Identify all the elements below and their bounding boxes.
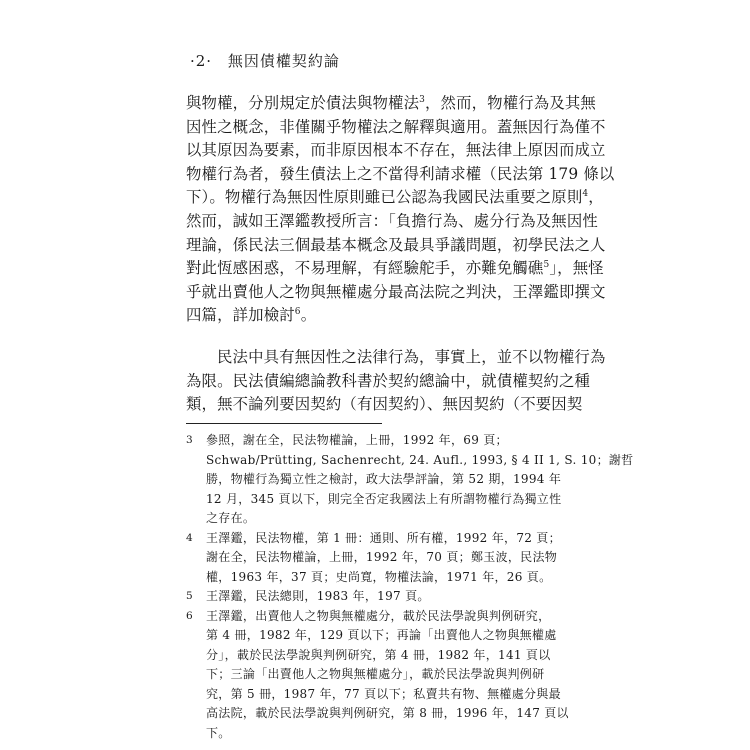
footnote-line: 參照，謝在全，民法物權論，上冊，1992 年，69 頁； (206, 433, 508, 447)
text-line: 物權行為者，發生債法上之不當得利請求權（民法第 179 條以 (186, 164, 615, 183)
footnote-ref[interactable]: 3 (419, 95, 426, 105)
text-line: 對此恆感困惑，不易理解，有經驗舵手，亦難免觸礁$^5$」，無怪 (186, 259, 604, 278)
footnote-number: 3 (186, 434, 193, 446)
footnote-line: 分」，載於民法學說與判例研究，第 4 冊，1982 年，141 頁以 (206, 647, 551, 662)
footnotes (186, 431, 634, 743)
footnote-line: 12 月，345 頁以下，則完全否定我國法上有所謂物權行為獨立性 (206, 491, 562, 506)
footnote-line: 高法院，載於民法學說與判例研究，第 8 冊，1996 年，147 頁以 (206, 706, 569, 720)
text-line: 理論，係民法三個最基本概念及最具爭議問題，初學民法之人 (186, 235, 606, 254)
text-line: 為限。民法債編總論教科書於契約總論中，就債權契約之種 (186, 371, 591, 390)
paragraph-2 (186, 346, 606, 417)
footnote-line: 權，1963 年，37 頁；史尚寬，物權法論，1971 年，26 頁。 (206, 569, 552, 584)
text-line: 乎就出賣他人之物與無權處分最高法院之判決，王澤鑑即撰文 (186, 282, 606, 301)
footnote-line: 王澤鑑，出賣他人之物與無權處分，載於民法學說與判例研究， (206, 608, 551, 623)
text-line: 民法中具有無因性之法律行為，事實上，並不以物權行為 (217, 347, 606, 366)
text-line: 下）。物權行為無因性原則雖已公認為我國民法重要之原則$^4$， (186, 188, 604, 207)
text-line: 四篇，詳加檢討$^6$。 (186, 306, 317, 325)
footnote-line: 之存在。 (206, 511, 256, 525)
footnote-5 (186, 587, 570, 607)
main-text (186, 92, 615, 417)
running-title: 無因債權契約論 (227, 52, 340, 70)
page-number: ·2· (190, 52, 213, 70)
paragraph-1 (186, 92, 615, 328)
footnote-ref[interactable]: 5 (543, 260, 550, 271)
text-line: 與物權，分別規定於債法與物權法$^3$，然而，物權行為及其無 (186, 94, 596, 112)
footnote-line: 勝，物權行為獨立性之檢討，政大法學評論，第 52 期，1994 年 (206, 472, 562, 486)
footnote-number: 5 (186, 590, 193, 602)
text-line: 因性之概念，非僅關乎物權法之解釋與適用。蓋無因行為僅不 (186, 117, 606, 136)
footnote-line: 王澤鑑，民法物權，第 1 冊：通則、所有權，1992 年，72 頁； (206, 530, 561, 545)
footnote-line: 究，第 5 冊，1987 年，77 頁以下；私賣共有物、無權處分與最 (206, 686, 561, 701)
footnote-4 (186, 529, 570, 588)
footnote-ref[interactable]: 4 (582, 189, 589, 200)
footnote-3 (186, 431, 634, 529)
running-header (190, 50, 340, 71)
footnote-line: 下；三論「出賣他人之物與無權處分」，載於民法學說與判例研 (206, 667, 545, 681)
footnote-6 (186, 607, 570, 744)
footnote-line: 第 4 冊，1982 年，129 頁以下；再論「出賣他人之物與無權處 (206, 628, 557, 642)
text-line: 然而，誠如王澤鑑教授所言：「負擔行為、處分行為及無因性 (186, 211, 598, 230)
text-line: 以其原因為要素，而非原因根本不存在，無法律上原因而成立 (186, 141, 606, 160)
footnote-divider (186, 423, 382, 424)
footnote-number: 6 (186, 609, 193, 622)
footnote-line: 王澤鑑，民法總則，1983 年，197 頁。 (206, 589, 430, 603)
footnote-ref[interactable]: 6 (294, 307, 301, 318)
footnote-line: Schwab/Prütting, Sachenrecht, 24. Aufl., 1993, § 4 II 1, S. 10；謝哲 (206, 452, 634, 467)
text-line: 類，無不論列要因契約（有因契約）、無因契約（不要因契 (186, 395, 583, 414)
footnote-number: 4 (186, 531, 193, 544)
footnote-line: 下。 (206, 725, 231, 740)
footnote-line: 謝在全，民法物權論，上冊，1992 年，70 頁；鄭玉波，民法物 (206, 550, 558, 564)
